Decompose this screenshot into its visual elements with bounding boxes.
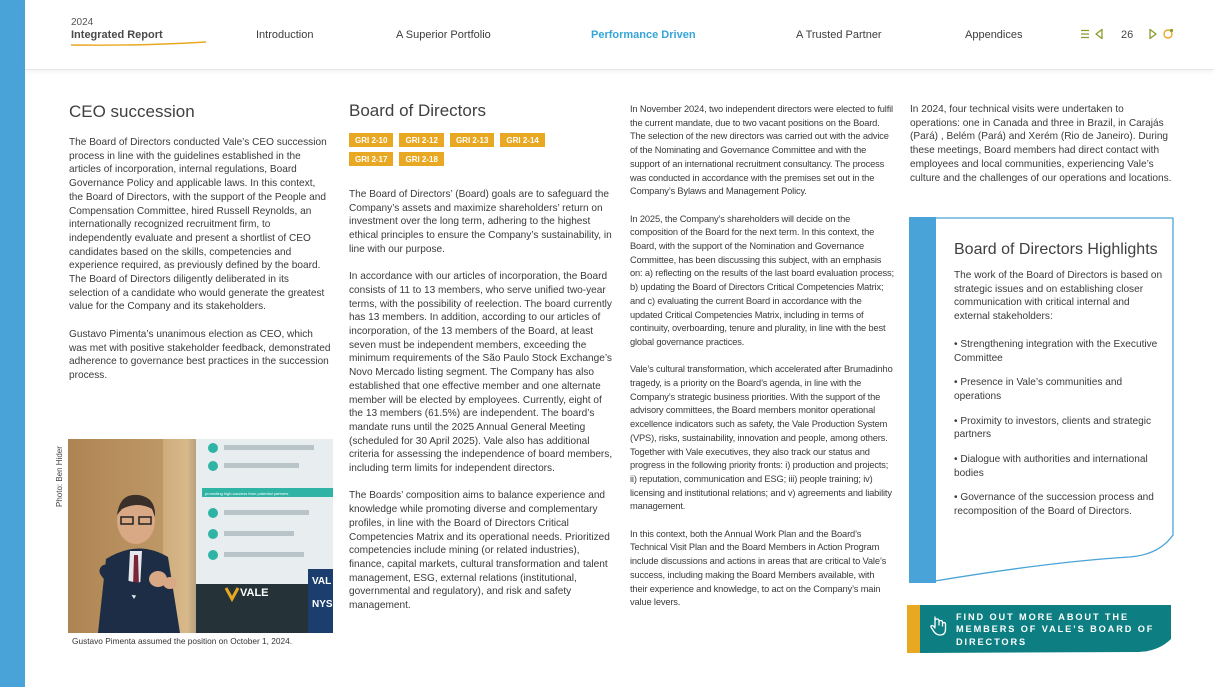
gri-tags (349, 133, 559, 166)
photo-credit: Photo: Ben Hider (55, 446, 64, 507)
ceo-photo (68, 439, 333, 633)
highlight-item: • Strengthening integration with the Executive Committee (954, 338, 1158, 364)
previous-page-icon[interactable] (1094, 27, 1104, 41)
top-navigation (25, 0, 1214, 70)
ceo-photo-illustration (68, 439, 333, 633)
col3-paragraph: In November 2024, two independent directors were elected to fulfil the current mandate, due to two vacant positions on the Board. The selection of the new directors was carried out with the advice of the Nominating and Governance Committee and with the support of an international recruitment consultancy. The process was conducted in accordance with the premises set out in the Company’s Bylaws and Management Policy. (630, 104, 893, 197)
brand-title: Integrated Report (71, 29, 163, 41)
technical-visits-section (910, 103, 1176, 185)
board-body (349, 188, 613, 613)
highlights-intro: The work of the Board of Directors is based on strategic issues and on establishing closer communication with critical internal and external stakeholders: (954, 270, 1163, 323)
ceo-succession-body (69, 136, 331, 383)
highlights-list (954, 338, 1164, 519)
board-heading: Board of Directors (349, 101, 486, 120)
screen-text: promoting high-success from potential partners (205, 491, 289, 496)
col3-body (630, 103, 894, 610)
refresh-icon[interactable] (1162, 27, 1174, 41)
gri-tag[interactable]: GRI 2-13 (450, 133, 494, 147)
gri-tag[interactable]: GRI 2-12 (399, 133, 443, 147)
highlight-item: • Governance of the succession process and recomposition of the Board of Directors. (954, 492, 1154, 518)
highlights-stripe (909, 217, 936, 583)
col4-paragraph: In 2024, four technical visits were undertaken to operations: one in Canada and three in Brazil, in Carajás (Pará) , Belém (Pará) and Xerém (Rio de Janeiro). During these meetings, Board members had direct contact with employees and local communities, experiencing Vale’s culture and the challenges of our operations and locations. (910, 104, 1172, 184)
left-accent-bar (0, 0, 25, 687)
board-paragraph: In accordance with our articles of incorporation, the Board consists of 11 to 13 members, who serve unified two-year terms, with the possibility of reelection. The board currently has 13 members. In addition, according to our articles of incorporation, of the 13 members of the Board, at least seven must be independent members, exceeding the minimum requirements of the São Paulo Stock Exchange’s Novo Mercado listing segment. The Company has also established that one effective member and one alternate member will be elected by employees. Currently, eight of the 13 members (61.5%) are independent. The board’s mandate runs until the 2025 Annual General Meeting (scheduled for 30 April 2025). Vale also has additional criteria for assessing the independence of board members, including term limits for independent directors. (349, 271, 613, 475)
board-highlights-box (909, 217, 1175, 583)
highlight-item: • Presence in Vale’s communities and operations (954, 377, 1123, 402)
nav-superior-portfolio[interactable]: A Superior Portfolio (396, 29, 491, 41)
nav-performance-driven[interactable]: Performance Driven (591, 29, 696, 41)
nav-introduction[interactable]: Introduction (256, 29, 314, 41)
sign-text: VAL (312, 576, 332, 587)
gri-tag[interactable]: GRI 2-14 (500, 133, 544, 147)
pointer-hand-icon (929, 615, 947, 637)
sign-subtext: NYS (312, 599, 333, 610)
col3-paragraph: Vale’s cultural transformation, which accelerated after Brumadinho tragedy, is a priority on the Board’s agenda, in line with the Company’s strategic business priorities. With the support of the advisory committees, the Board members monitor operational excellence indicators such as safety, the Vale Production System (VPS), risks, sustainability, innovation and people, among others. Together with Vale executives, they also track our status and progress in the following priority fronts: i) production and projects; ii) reputation, communication and ESG; iii) people training; iv) licensing and institutional relations; and v) agreements and liability management. (630, 364, 893, 512)
highlight-item: • Dialogue with authorities and international bodies (954, 454, 1148, 479)
gri-tag[interactable]: GRI 2-18 (399, 152, 443, 166)
col3-paragraph: In this context, both the Annual Work Plan and the Board’s Technical Visit Plan and the Board Members in Action Program include discussions and actions in areas that are critical to Vale’s success, including making the Board Members available, with their experience and knowledge, to act on the Company’s main value levers. (630, 528, 887, 608)
highlight-item: • Proximity to investors, clients and strategic partners (954, 415, 1152, 441)
highlights-title: Board of Directors Highlights (954, 241, 1158, 258)
ceo-succession-heading: CEO succession (69, 102, 195, 121)
vale-logo-text: VALE (240, 587, 269, 599)
board-of-directors-section (349, 101, 613, 626)
page-navigator (1054, 27, 1154, 43)
nav-trusted-partner[interactable]: A Trusted Partner (796, 29, 882, 41)
board-paragraph: The Board of Directors’ (Board) goals are to safeguard the Company’s assets and maximize shareholders’ return on investment over the long term, adhering to the highest ethical principles to ensure the Company’s sustainability, in line with our purpose. (349, 189, 612, 255)
report-brand[interactable] (71, 17, 163, 42)
cta-gold-bar (907, 605, 920, 653)
menu-icon[interactable] (1080, 27, 1090, 41)
board-members-link-button[interactable] (907, 605, 1173, 653)
brand-year: 2024 (71, 17, 94, 28)
ceo-succession-section (69, 102, 331, 396)
cta-label: FIND OUT MORE ABOUT THE MEMBERS OF VALE’S BOARD OF DIRECTORS (956, 612, 1155, 647)
gri-tag[interactable]: GRI 2-17 (349, 152, 393, 166)
next-page-icon[interactable] (1148, 27, 1158, 41)
gri-tag[interactable]: GRI 2-10 (349, 133, 393, 147)
board-composition-section (630, 103, 894, 624)
nav-appendices[interactable]: Appendices (965, 29, 1023, 41)
ceo-paragraph: Gustavo Pimenta’s unanimous election as CEO, which was met with positive stakeholder feedback, demonstrated adherence to governance best practices in the succession process. (69, 328, 331, 381)
highlights-content (954, 239, 1164, 530)
page-number: 26 (1121, 29, 1134, 41)
ceo-paragraph: The Board of Directors conducted Vale’s CEO succession process in line with the guidelines established in the articles of incorporation, internal regulations, Board Governance Policy and applicable laws. In this context, the Board of Directors, with the support of the People and Compensation Committee, hired Russell Reynolds, an internationally recognized recruitment firm, to independently evaluate and present a shortlist of CEO candidates based on the skills, competencies and experience required, as previously defined by the board. The Board of Directors diligently deliberated in its selection of a candidate who would generate the greatest value for the Company and its stakeholders. (69, 137, 327, 313)
photo-caption: Gustavo Pimenta assumed the position on October 1, 2024. (72, 636, 292, 646)
col3-paragraph: In 2025, the Company’s shareholders will decide on the composition of the Board for the next term. In this context, the Board, with the support of the Nomination and Governance Committee, has been discussing this subject, with an emphasis on: a) reflecting on the results of the last board evaluation process; b) updating the Board of Directors Critical Competencies Matrix; and c) evaluating the current Board in accordance with the updated Critical Competencies Matrix, including in terms of continuity, overboarding, tenure and plurality, in line with the best global governance practices. (630, 213, 894, 347)
brand-swoosh-icon (71, 41, 206, 47)
board-paragraph: The Boards’ composition aims to balance experience and knowledge while promoting diverse and complementary profiles, in line with the Board of Directors Critical Competencies Matrix and its operational needs. Prioritized competencies include mining (or related industries), finance, capital markets, cultural transformation and talent management, ESG, external relations (institutional, governmental and regulatory), and risk and safety management. (349, 490, 610, 612)
